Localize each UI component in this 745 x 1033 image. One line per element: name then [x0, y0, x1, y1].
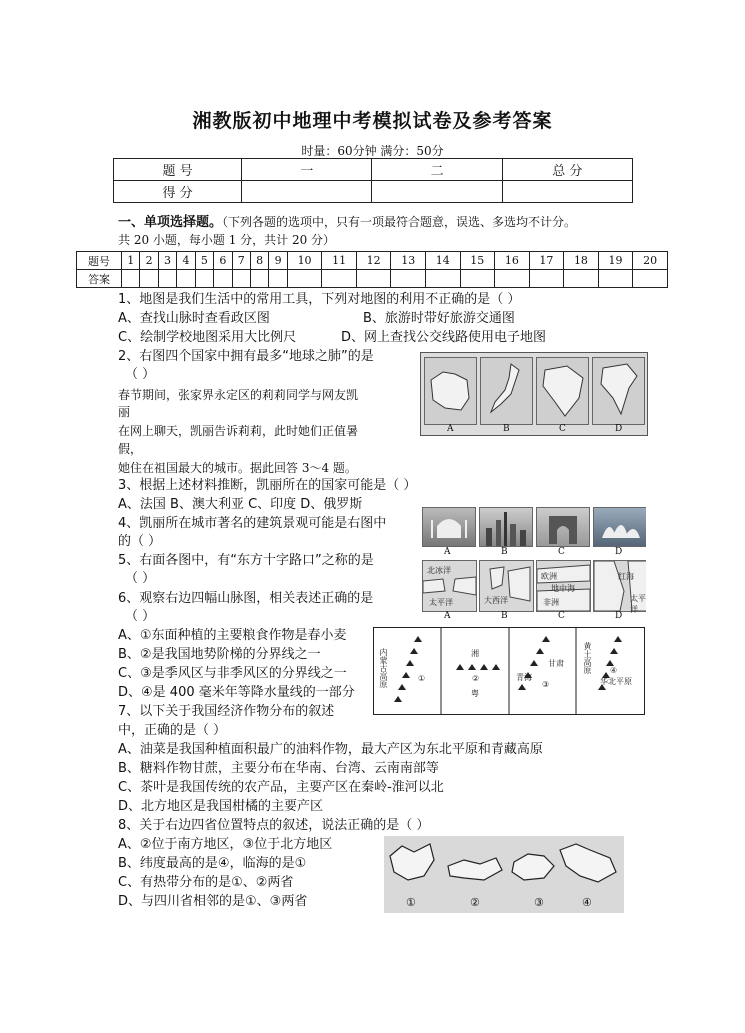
taj-mahal-shape — [423, 508, 475, 546]
question-4-blank: 的（ ） — [118, 534, 162, 549]
map-label-c: C — [559, 424, 566, 434]
score-cell[interactable] — [502, 181, 632, 203]
building-label-a: A — [444, 547, 451, 557]
answer-table-number: 5 — [195, 252, 213, 270]
answer-cell[interactable] — [158, 270, 176, 288]
building-label-d: D — [615, 547, 623, 557]
passage-line-3: 她住在祖国最大的城市。据此回答 3～4 题。 — [118, 461, 357, 475]
answer-table-number: 3 — [158, 252, 176, 270]
bering-shape — [423, 561, 476, 611]
skyline-shape — [480, 508, 532, 546]
q1-option-c: C、绘制学校地图采用大比例尺 — [118, 330, 297, 345]
map-label-d: D — [615, 424, 623, 434]
arch-shape — [537, 508, 589, 546]
india-shape — [593, 358, 644, 424]
straits-figure — [420, 560, 646, 622]
answer-cell[interactable] — [598, 270, 633, 288]
question-6: 6、观察右边四幅山脉图，相关表述正确的是 — [118, 591, 374, 606]
answer-cell[interactable] — [356, 270, 391, 288]
answer-cell[interactable] — [322, 270, 357, 288]
mtn-text-gansu: 甘肃 — [548, 659, 564, 668]
section-title: 一、单项选择题。 — [118, 215, 223, 230]
q6-option-b: B、②是我国地势阶梯的分界线之一 — [118, 647, 321, 662]
q7-option-a: A、油菜是我国种植面积最广的油料作物，最大产区为东北平原和青藏高原 — [118, 742, 543, 757]
mtn-text-yue: 粤 — [471, 689, 479, 698]
answer-table-number: 11 — [322, 252, 357, 270]
answer-table-a-label: 答案 — [77, 270, 122, 288]
passage-line-2b: 假， — [118, 442, 143, 456]
strait-label-a: A — [444, 611, 451, 621]
answer-cell[interactable] — [391, 270, 426, 288]
province-num-3: ③ — [534, 896, 544, 909]
q3-options: A、法国 B、澳大利亚 C、印度 D、俄罗斯 — [118, 497, 363, 512]
strait-text-pacific: 太平洋 — [429, 598, 453, 607]
question-2: 2、右图四个国家中拥有最多“地球之肺”的是 — [118, 349, 374, 364]
q8-option-a: A、②位于南方地区，③位于北方地区 — [118, 837, 333, 852]
strait-map-c — [536, 560, 591, 612]
strait-text-redsea: 红海 — [618, 572, 634, 581]
answer-cell[interactable] — [564, 270, 599, 288]
answer-table-number: 13 — [391, 252, 426, 270]
province-num-1: ① — [406, 896, 416, 909]
answer-cell[interactable] — [495, 270, 530, 288]
mountains-figure — [373, 627, 645, 715]
strait-label-c: C — [558, 611, 565, 621]
answer-cell[interactable] — [460, 270, 495, 288]
mtn-text-inner-mongolia: 内蒙古高原 — [379, 648, 388, 688]
question-7-blank: 中，正确的是（ ） — [118, 723, 227, 738]
answer-table — [76, 251, 668, 288]
building-label-c: C — [558, 547, 565, 557]
q1-option-d: D、网上查找公交线路使用电子地图 — [341, 330, 547, 345]
strait-text-atlantic: 大西洋 — [484, 596, 508, 605]
strait-map-a — [422, 560, 477, 612]
japan-shape — [481, 358, 532, 424]
answer-table-number: 15 — [460, 252, 495, 270]
strait-label-b: B — [501, 611, 508, 621]
answer-table-number: 19 — [598, 252, 633, 270]
provinces-figure — [384, 836, 624, 913]
question-7: 7、以下关于我国经济作物分布的叙述 — [118, 704, 335, 719]
four-country-maps-figure — [420, 352, 648, 436]
question-6-blank: （ ） — [125, 609, 156, 624]
answer-cell[interactable] — [232, 270, 250, 288]
buildings-figure — [420, 505, 646, 559]
score-header-part1: 一 — [242, 159, 372, 181]
q1-option-a: A、查找山脉时查看政区图 — [118, 311, 270, 326]
answer-cell[interactable] — [140, 270, 158, 288]
answer-table-number: 14 — [425, 252, 460, 270]
passage-line-1: 春节期间，张家界永定区的莉莉同学与网友凯 — [118, 388, 359, 402]
mtn-text-xiang: 湘 — [471, 649, 479, 658]
strait-text-africa: 非洲 — [543, 598, 559, 607]
question-4: 4、凯丽所在城市著名的建筑景观可能是右图中 — [118, 516, 387, 531]
answer-table-number: 20 — [633, 252, 668, 270]
score-header-label: 题 号 — [114, 159, 242, 181]
score-header-part2: 二 — [372, 159, 502, 181]
province-num-4: ④ — [582, 896, 592, 909]
question-3: 3、根据上述材料推断，凯丽所在的国家可能是（ ） — [118, 478, 417, 493]
answer-table-number: 8 — [250, 252, 268, 270]
q8-option-b: B、纬度最高的是④，临海的是① — [118, 856, 307, 871]
answer-cell[interactable] — [633, 270, 668, 288]
sydney-opera-house-photo — [593, 507, 646, 547]
australia-shape — [425, 358, 476, 424]
q1-option-b: B、旅游时带好旅游交通图 — [363, 311, 515, 326]
q7-option-c: C、茶叶是我国传统的农产品，主要产区在秦岭-淮河以北 — [118, 780, 444, 795]
strait-label-d: D — [615, 611, 623, 621]
answer-cell[interactable] — [250, 270, 268, 288]
map-label-b: B — [503, 424, 510, 434]
answer-table-number: 16 — [495, 252, 530, 270]
answer-table-number: 6 — [214, 252, 232, 270]
q6-option-a: A、①东面种植的主要粮食作物是春小麦 — [118, 628, 347, 643]
mtn-num-2: ② — [472, 674, 480, 683]
exam-info: 时量：60分钟 满分：50分 — [301, 144, 444, 158]
answer-table-number: 9 — [269, 252, 287, 270]
mtn-text-qinghai: 青海 — [516, 673, 532, 682]
map-brazil — [536, 357, 589, 425]
strait-map-d — [593, 560, 646, 612]
mtn-num-3: ③ — [542, 680, 550, 689]
building-label-b: B — [501, 547, 508, 557]
q8-option-d: D、与四川省相邻的是①、③两省 — [118, 894, 308, 909]
mtn-text-north-plain: 华北平原 — [600, 677, 632, 686]
question-1: 1、地图是我们生活中的常用工具，下列对地图的利用不正确的是（ ） — [118, 292, 521, 307]
q6-option-c: C、③是季风区与非季风区的分界线之一 — [118, 666, 347, 681]
answer-cell[interactable] — [214, 270, 232, 288]
map-india — [592, 357, 645, 425]
strait-text-med: 地中海 — [551, 584, 575, 593]
section-note: （下列各题的选项中，只有一项最符合题意，误选、多选均不计分。 — [222, 215, 577, 229]
passage-line-2: 在网上聊天，凯丽告诉莉莉，此时她们正值暑 — [118, 424, 359, 438]
answer-table-number: 12 — [356, 252, 391, 270]
score-cell[interactable] — [372, 181, 502, 203]
strait-text-arctic: 北冰洋 — [427, 566, 451, 575]
answer-table-number: 7 — [232, 252, 250, 270]
section-note-2: 共 20 小题，每小题 1 分，共计 20 分） — [118, 233, 336, 247]
score-cell[interactable] — [242, 181, 372, 203]
q7-option-b: B、糖料作物甘蔗，主要分布在华南、台湾、云南南部等 — [118, 761, 439, 776]
score-table — [113, 158, 633, 203]
answer-cell[interactable] — [122, 270, 140, 288]
strait-map-b — [479, 560, 534, 612]
taj-mahal-photo — [422, 507, 476, 547]
arc-de-triomphe-photo — [536, 507, 590, 547]
answer-cell[interactable] — [529, 270, 564, 288]
answer-cell[interactable] — [195, 270, 213, 288]
city-skyline-photo — [479, 507, 533, 547]
mtn-text-loess: 黄土高原 — [583, 642, 592, 674]
q7-option-d: D、北方地区是我国柑橘的主要产区 — [118, 799, 324, 814]
q6-option-d: D、④是 400 毫米年等降水量线的一部分 — [118, 685, 355, 700]
answer-table-number: 4 — [177, 252, 195, 270]
answer-cell[interactable] — [177, 270, 195, 288]
strait-text-europe: 欧洲 — [541, 572, 557, 581]
mtn-num-4: ④ — [610, 666, 618, 675]
map-japan — [480, 357, 533, 425]
map-label-a: A — [447, 424, 454, 434]
passage-line-1b: 丽 — [118, 405, 131, 419]
mountains-drawing — [374, 628, 644, 714]
score-header-total: 总 分 — [502, 159, 632, 181]
section-heading — [118, 211, 576, 230]
answer-table-number: 1 — [122, 252, 140, 270]
brazil-shape — [537, 358, 588, 424]
question-8: 8、关于右边四省位置特点的叙述，说法正确的是（ ） — [118, 818, 430, 833]
mtn-num-1: ① — [418, 674, 426, 683]
answer-table-number: 10 — [287, 252, 322, 270]
answer-cell[interactable] — [269, 270, 287, 288]
answer-cell[interactable] — [425, 270, 460, 288]
strait-text-pacific-2: 太平洋 — [630, 594, 646, 614]
province-num-2: ② — [470, 896, 480, 909]
opera-house-shape — [594, 508, 646, 546]
question-5-blank: （ ） — [125, 571, 156, 586]
answer-table-number: 17 — [529, 252, 564, 270]
answer-table-number: 18 — [564, 252, 599, 270]
map-australia — [424, 357, 477, 425]
answer-table-q-label: 题号 — [77, 252, 122, 270]
q8-option-c: C、有热带分布的是①、②两省 — [118, 875, 294, 890]
question-5: 5、右面各图中，有“东方十字路口”之称的是 — [118, 553, 374, 568]
page-title: 湘教版初中地理中考模拟试卷及参考答案 — [192, 110, 553, 132]
answer-cell[interactable] — [287, 270, 322, 288]
score-row-label: 得 分 — [114, 181, 242, 203]
answer-table-number: 2 — [140, 252, 158, 270]
question-2-blank: （ ） — [125, 367, 156, 382]
